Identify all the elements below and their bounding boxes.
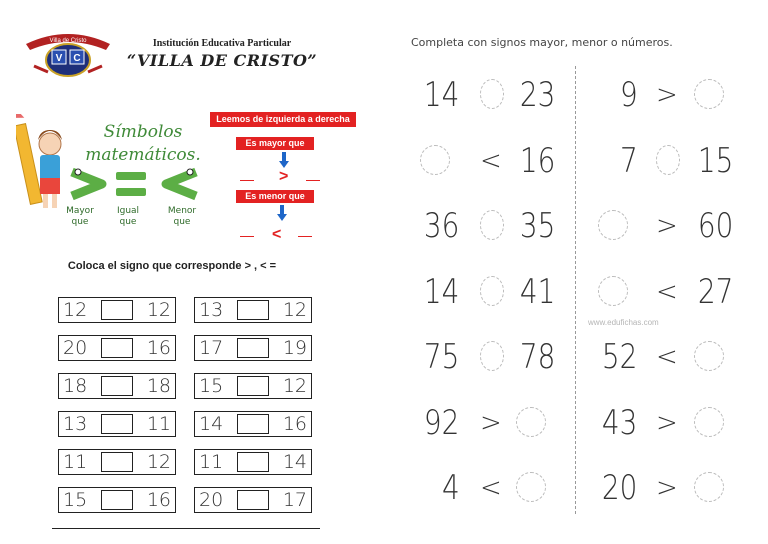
comparison-row [598,74,758,116]
answer-box[interactable] [101,414,133,434]
dash-left [240,236,254,237]
number: 52 [601,337,638,377]
number: 14 [423,75,460,115]
number-right: 12 [146,299,171,321]
dash-left [240,180,254,181]
dash-right [306,180,320,181]
answer-circle[interactable] [598,210,628,240]
answer-box[interactable] [101,452,133,472]
comparison-sign: < [480,473,502,503]
number-right: 12 [146,451,171,473]
number: 23 [519,75,556,115]
answer-circle[interactable] [694,79,724,109]
exercise1-instruction: Coloca el signo que corresponde > , < = [67,260,277,272]
comparison-pair [194,411,312,437]
answer-circle[interactable] [598,276,628,306]
number-left: 20 [199,489,224,511]
number-right: 18 [146,375,171,397]
comparison-pair [194,449,312,475]
number-left: 18 [63,375,88,397]
comparison-row [598,467,758,509]
comparison-pair [194,297,312,323]
comparison-row [420,140,580,182]
comparison-pair [194,335,312,361]
comparison-sign: > [656,473,678,503]
comparison-row [598,205,758,247]
comparison-sign: < [656,276,678,307]
answer-circle[interactable] [480,276,504,306]
answer-box[interactable] [101,376,133,396]
institution-label: Institución Educativa Particular [152,38,292,49]
comparison-sign: > [656,211,678,241]
number: 9 [619,75,638,115]
answer-circle[interactable] [516,407,546,437]
less-banner: Es menor que [236,190,314,203]
school-name: “VILLA DE CRISTO” [126,51,318,70]
school-logo [20,28,116,78]
answer-circle[interactable] [656,145,680,175]
number-left: 13 [63,413,88,435]
number: 16 [519,140,556,181]
arrow-down-icon [279,152,289,168]
number-right: 16 [282,413,307,435]
svg-text:C: C [73,53,81,64]
number: 75 [423,337,460,377]
greater-symbol: > [279,168,289,185]
number: 27 [697,271,734,312]
comparison-pair [58,449,176,475]
number-right: 16 [146,337,171,359]
comparison-row [598,140,758,182]
dash-right [298,236,312,237]
number: 60 [697,206,734,246]
answer-box[interactable] [101,490,133,510]
label-equal: Igual que [116,206,140,227]
number-right: 12 [282,375,307,397]
number: 78 [519,337,556,377]
number-left: 11 [63,451,88,473]
svg-text:V: V [55,53,63,64]
watermark: www.edufichas.com [588,318,659,327]
comparison-sign: > [656,407,678,438]
bottom-line [52,528,320,529]
comparison-row [420,402,580,444]
comparison-pair [58,487,176,513]
comparison-sign: > [656,80,678,110]
number-right: 19 [282,337,307,359]
number-right: 12 [282,299,307,321]
comparison-pair [58,411,176,437]
comparison-row [420,271,580,313]
number: 43 [601,402,638,443]
number-left: 15 [199,375,224,397]
answer-box[interactable] [237,414,269,434]
comparison-row [598,271,758,313]
number: 7 [619,140,638,181]
comparison-pair [58,373,176,399]
number-right: 11 [146,413,171,435]
number-right: 17 [282,489,307,511]
answer-box[interactable] [237,452,269,472]
number: 15 [697,140,734,181]
number: 20 [601,468,638,508]
comparison-row [420,336,580,378]
number-left: 17 [199,337,224,359]
number: 41 [519,271,556,312]
comparison-pair [194,487,312,513]
comparison-row [420,205,580,247]
answer-box[interactable] [237,300,269,320]
arrow-down-icon [277,205,287,221]
exercise2-instruction: Completa con signos mayor, menor o números. [411,36,673,49]
label-greater: Mayor que [66,206,94,227]
symbols-title-2: matemáticos. [85,145,201,165]
number-left: 13 [199,299,224,321]
number-right: 16 [146,489,171,511]
answer-box[interactable] [237,338,269,358]
number: 35 [519,206,556,246]
number: 36 [423,206,460,246]
number: 92 [423,402,460,443]
number-left: 20 [63,337,88,359]
comparison-row [420,74,580,116]
answer-circle[interactable] [480,210,504,240]
read-banner: Leemos de izquierda a derecha [210,112,356,127]
answer-circle[interactable] [694,407,724,437]
answer-circle[interactable] [694,341,724,371]
number: 4 [441,468,460,508]
answer-box[interactable] [237,490,269,510]
comparison-pair [58,297,176,323]
comparison-sign: > [480,407,502,438]
answer-circle[interactable] [480,341,504,371]
answer-box[interactable] [101,338,133,358]
greater-banner: Es mayor que [236,137,314,150]
comparison-row [420,467,580,509]
number-left: 12 [63,299,88,321]
answer-circle[interactable] [420,145,450,175]
number-left: 11 [199,451,224,473]
label-less: Menor que [167,206,197,227]
number-left: 15 [63,489,88,511]
number: 14 [423,271,460,312]
comparison-sign: < [656,342,678,372]
less-symbol: < [272,226,282,243]
answer-circle[interactable] [694,472,724,502]
answer-box[interactable] [237,376,269,396]
svg-text:Villa de Cristo: Villa de Cristo [49,38,87,44]
symbols-title-1: Símbolos [103,122,183,142]
comparison-row [598,336,758,378]
comparison-pair [58,335,176,361]
number-left: 14 [199,413,224,435]
comparison-sign: < [480,145,502,176]
answer-circle[interactable] [516,472,546,502]
answer-box[interactable] [101,300,133,320]
comparison-pair [194,373,312,399]
number-right: 14 [282,451,307,473]
comparison-row [598,402,758,444]
answer-circle[interactable] [480,79,504,109]
